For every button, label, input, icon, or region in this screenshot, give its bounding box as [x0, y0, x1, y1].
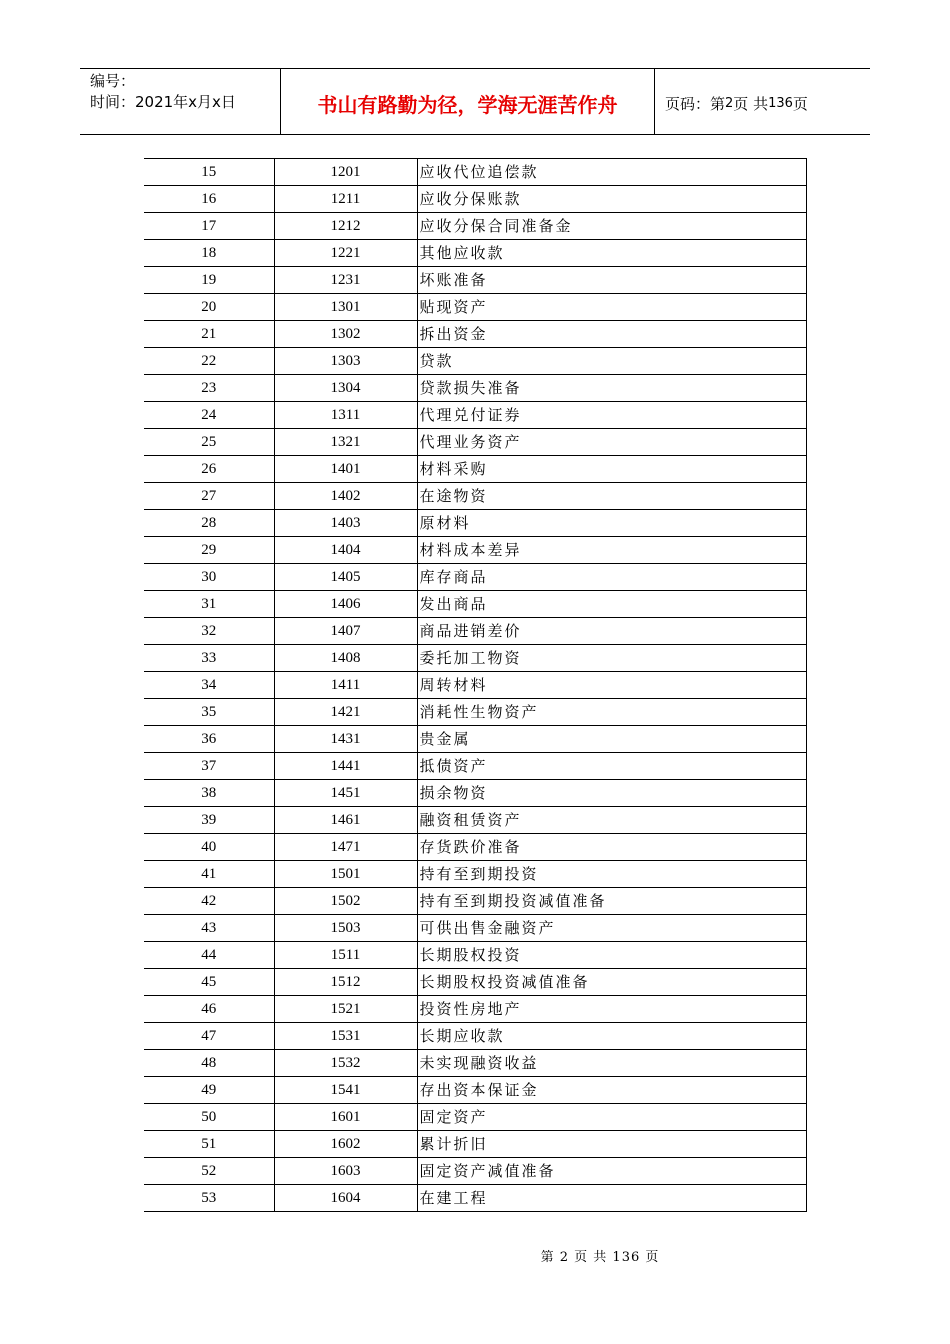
- account-code-cell: 1406: [274, 591, 417, 618]
- table-row: [144, 807, 806, 834]
- account-name-cell: 周转材料: [417, 672, 806, 699]
- row-index-cell: 22: [144, 348, 274, 375]
- row-index-cell: 35: [144, 699, 274, 726]
- account-name-cell: 损余物资: [417, 780, 806, 807]
- account-code-cell: 1603: [274, 1158, 417, 1185]
- row-index-cell: 50: [144, 1104, 274, 1131]
- row-index-cell: 45: [144, 969, 274, 996]
- table-row: [144, 753, 806, 780]
- account-name-cell: 应收代位追偿款: [417, 159, 806, 186]
- row-index-cell: 37: [144, 753, 274, 780]
- table-row: [144, 240, 806, 267]
- account-code-cell: 1431: [274, 726, 417, 753]
- account-code-cell: 1502: [274, 888, 417, 915]
- table-row: [144, 618, 806, 645]
- accounts-table-body: [144, 159, 806, 1212]
- row-index-cell: 40: [144, 834, 274, 861]
- account-code-cell: 1201: [274, 159, 417, 186]
- table-row: [144, 564, 806, 591]
- account-code-cell: 1401: [274, 456, 417, 483]
- account-code-cell: 1451: [274, 780, 417, 807]
- page-header: [80, 68, 870, 135]
- table-row: [144, 1104, 806, 1131]
- table-row: [144, 969, 806, 996]
- account-code-cell: 1411: [274, 672, 417, 699]
- account-name-cell: 投资性房地产: [417, 996, 806, 1023]
- account-code-cell: 1503: [274, 915, 417, 942]
- row-index-cell: 17: [144, 213, 274, 240]
- account-code-cell: 1302: [274, 321, 417, 348]
- account-name-cell: 应收分保合同准备金: [417, 213, 806, 240]
- page-number: 2: [725, 96, 734, 111]
- table-row: [144, 888, 806, 915]
- row-index-cell: 16: [144, 186, 274, 213]
- table-row: [144, 186, 806, 213]
- row-index-cell: 51: [144, 1131, 274, 1158]
- table-row: [144, 1185, 806, 1212]
- row-index-cell: 30: [144, 564, 274, 591]
- row-index-cell: 41: [144, 861, 274, 888]
- table-row: [144, 645, 806, 672]
- page-label: 页码：第: [665, 95, 726, 113]
- table-row: [144, 213, 806, 240]
- account-name-cell: 材料采购: [417, 456, 806, 483]
- account-code-cell: 1602: [274, 1131, 417, 1158]
- account-name-cell: 存货跌价准备: [417, 834, 806, 861]
- page-end-label: 页: [792, 95, 808, 113]
- table-row: [144, 834, 806, 861]
- account-code-cell: 1405: [274, 564, 417, 591]
- row-index-cell: 27: [144, 483, 274, 510]
- account-code-cell: 1303: [274, 348, 417, 375]
- table-row: [144, 942, 806, 969]
- account-code-cell: 1404: [274, 537, 417, 564]
- account-name-cell: 固定资产: [417, 1104, 806, 1131]
- account-code-cell: 1461: [274, 807, 417, 834]
- table-row: [144, 1158, 806, 1185]
- account-code-cell: 1471: [274, 834, 417, 861]
- account-name-cell: 代理兑付证券: [417, 402, 806, 429]
- table-row: [144, 537, 806, 564]
- table-row: [144, 699, 806, 726]
- account-code-cell: 1403: [274, 510, 417, 537]
- document-number-label: 编号：: [90, 72, 136, 90]
- row-index-cell: 20: [144, 294, 274, 321]
- account-code-cell: 1221: [274, 240, 417, 267]
- page-total: 136: [768, 96, 793, 111]
- row-index-cell: 19: [144, 267, 274, 294]
- row-index-cell: 38: [144, 780, 274, 807]
- document-time-label: 时间：2021年x月x日: [90, 93, 236, 111]
- account-name-cell: 材料成本差异: [417, 537, 806, 564]
- account-code-cell: 1407: [274, 618, 417, 645]
- account-code-cell: 1321: [274, 429, 417, 456]
- account-code-cell: 1311: [274, 402, 417, 429]
- row-index-cell: 33: [144, 645, 274, 672]
- account-code-cell: 1301: [274, 294, 417, 321]
- account-code-cell: 1211: [274, 186, 417, 213]
- account-name-cell: 累计折旧: [417, 1131, 806, 1158]
- row-index-cell: 18: [144, 240, 274, 267]
- account-code-cell: 1501: [274, 861, 417, 888]
- row-index-cell: 52: [144, 1158, 274, 1185]
- account-name-cell: 代理业务资产: [417, 429, 806, 456]
- row-index-cell: 23: [144, 375, 274, 402]
- account-code-cell: 1512: [274, 969, 417, 996]
- row-index-cell: 53: [144, 1185, 274, 1212]
- row-index-cell: 36: [144, 726, 274, 753]
- account-code-cell: 1511: [274, 942, 417, 969]
- row-index-cell: 48: [144, 1050, 274, 1077]
- accounts-table: [144, 158, 807, 1212]
- account-name-cell: 持有至到期投资减值准备: [417, 888, 806, 915]
- account-name-cell: 融资租赁资产: [417, 807, 806, 834]
- table-row: [144, 510, 806, 537]
- account-code-cell: 1231: [274, 267, 417, 294]
- table-row: [144, 915, 806, 942]
- table-row: [144, 294, 806, 321]
- account-name-cell: 抵债资产: [417, 753, 806, 780]
- account-code-cell: 1408: [274, 645, 417, 672]
- account-name-cell: 发出商品: [417, 591, 806, 618]
- account-name-cell: 应收分保账款: [417, 186, 806, 213]
- account-name-cell: 在建工程: [417, 1185, 806, 1212]
- account-code-cell: 1601: [274, 1104, 417, 1131]
- table-row: [144, 780, 806, 807]
- account-code-cell: 1441: [274, 753, 417, 780]
- table-row: [144, 483, 806, 510]
- table-row: [144, 591, 806, 618]
- table-row: [144, 429, 806, 456]
- account-name-cell: 消耗性生物资产: [417, 699, 806, 726]
- account-code-cell: 1532: [274, 1050, 417, 1077]
- account-code-cell: 1531: [274, 1023, 417, 1050]
- account-name-cell: 长期应收款: [417, 1023, 806, 1050]
- account-name-cell: 其他应收款: [417, 240, 806, 267]
- account-name-cell: 商品进销差价: [417, 618, 806, 645]
- row-index-cell: 32: [144, 618, 274, 645]
- row-index-cell: 44: [144, 942, 274, 969]
- row-index-cell: 43: [144, 915, 274, 942]
- table-row: [144, 267, 806, 294]
- account-code-cell: 1421: [274, 699, 417, 726]
- row-index-cell: 26: [144, 456, 274, 483]
- account-name-cell: 拆出资金: [417, 321, 806, 348]
- account-name-cell: 贴现资产: [417, 294, 806, 321]
- account-name-cell: 长期股权投资减值准备: [417, 969, 806, 996]
- row-index-cell: 31: [144, 591, 274, 618]
- account-name-cell: 长期股权投资: [417, 942, 806, 969]
- account-name-cell: 委托加工物资: [417, 645, 806, 672]
- table-row: [144, 402, 806, 429]
- row-index-cell: 21: [144, 321, 274, 348]
- row-index-cell: 15: [144, 159, 274, 186]
- account-name-cell: 存出资本保证金: [417, 1077, 806, 1104]
- account-code-cell: 1304: [274, 375, 417, 402]
- row-index-cell: 28: [144, 510, 274, 537]
- header-page-info: [655, 69, 870, 134]
- account-name-cell: 原材料: [417, 510, 806, 537]
- account-code-cell: 1212: [274, 213, 417, 240]
- account-name-cell: 贷款损失准备: [417, 375, 806, 402]
- account-name-cell: 贵金属: [417, 726, 806, 753]
- row-index-cell: 24: [144, 402, 274, 429]
- row-index-cell: 47: [144, 1023, 274, 1050]
- table-row: [144, 996, 806, 1023]
- row-index-cell: 29: [144, 537, 274, 564]
- account-name-cell: 持有至到期投资: [417, 861, 806, 888]
- table-row: [144, 348, 806, 375]
- row-index-cell: 34: [144, 672, 274, 699]
- account-name-cell: 未实现融资收益: [417, 1050, 806, 1077]
- account-name-cell: 可供出售金融资产: [417, 915, 806, 942]
- account-name-cell: 在途物资: [417, 483, 806, 510]
- table-row: [144, 1077, 806, 1104]
- account-name-cell: 贷款: [417, 348, 806, 375]
- table-row: [144, 1050, 806, 1077]
- account-name-cell: 固定资产减值准备: [417, 1158, 806, 1185]
- account-code-cell: 1402: [274, 483, 417, 510]
- header-motto: 书山有路勤为径，学海无涯苦作舟: [281, 69, 655, 134]
- account-code-cell: 1604: [274, 1185, 417, 1212]
- row-index-cell: 25: [144, 429, 274, 456]
- table-row: [144, 726, 806, 753]
- account-name-cell: 坏账准备: [417, 267, 806, 294]
- account-code-cell: 1541: [274, 1077, 417, 1104]
- table-row: [144, 159, 806, 186]
- row-index-cell: 39: [144, 807, 274, 834]
- header-meta: [80, 69, 281, 134]
- row-index-cell: 49: [144, 1077, 274, 1104]
- table-row: [144, 1131, 806, 1158]
- table-row: [144, 321, 806, 348]
- table-row: [144, 375, 806, 402]
- table-row: [144, 672, 806, 699]
- row-index-cell: 42: [144, 888, 274, 915]
- page-mid-label: 页 共: [733, 95, 769, 113]
- page-footer: 第 2 页 共 136 页: [540, 1250, 660, 1265]
- table-row: [144, 1023, 806, 1050]
- table-row: [144, 456, 806, 483]
- row-index-cell: 46: [144, 996, 274, 1023]
- account-code-cell: 1521: [274, 996, 417, 1023]
- table-row: [144, 861, 806, 888]
- account-name-cell: 库存商品: [417, 564, 806, 591]
